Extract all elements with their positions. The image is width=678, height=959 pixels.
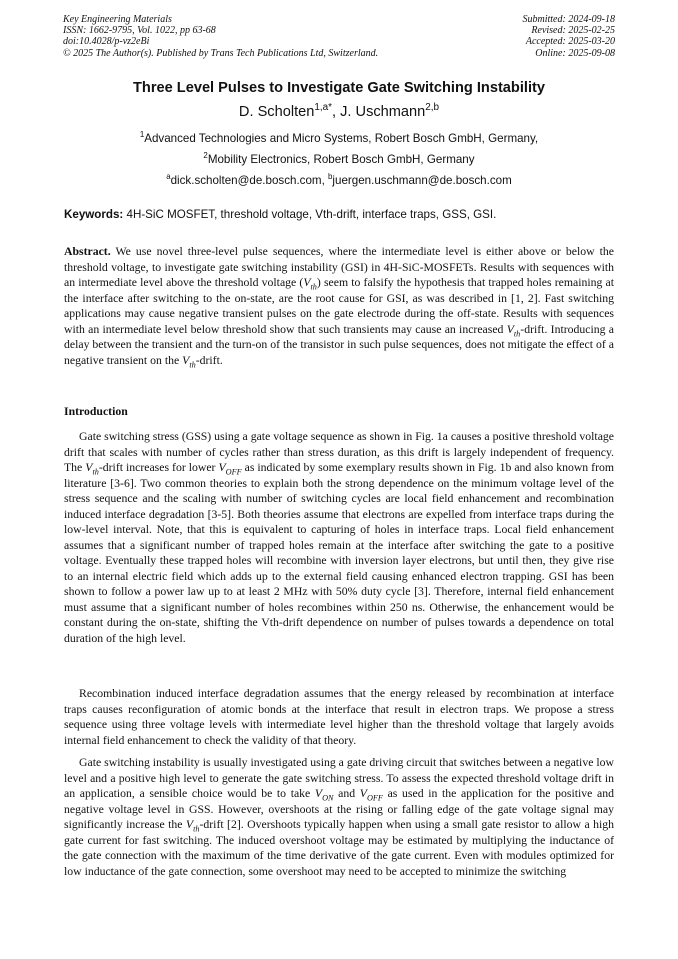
publication-dates [415, 14, 615, 59]
accepted-date: Accepted: 2025-03-20 [525, 36, 615, 48]
author-list [40, 104, 638, 120]
abstract-text-2: ) seem to falsify the hypothesis that trapped holes remaining at the interface after switching to the on-state, are the root cause for GSI, as was described in [1, 2]. Fast switching applications may cause negative transient pulses on the gate electrode during the off-state. Results with sequences with an intermediate level below threshold show that such transients may cause an increased [64, 276, 614, 336]
affiliation-2 [40, 153, 638, 166]
voff-sub: OFF [225, 467, 242, 477]
von-sub: ON [322, 793, 334, 803]
vth-v: V [303, 276, 311, 289]
intro-paragraph-1 [64, 429, 614, 646]
email-b-marker: b [328, 172, 333, 182]
abstract-paragraph [64, 244, 614, 368]
keywords [64, 208, 614, 221]
author-1-marker: 1,a* [314, 102, 333, 114]
abstract [64, 244, 614, 368]
para3-text-2: and [333, 787, 360, 800]
voff-symbol [218, 461, 242, 477]
vth-sub: th [513, 328, 521, 338]
vth-v: V [85, 461, 93, 474]
para1-text-3: as indicated by some exemplary results shown in Fig. 1b and also known from literature [3-6]. Two common theories to explain both the strong dependence on the minimum voltage level of the stress sequence and the scaling with number of switching cycles are local field enhancement and recombination induced interface degradation [3-5]. Both theories assume that electrons are expelled from interface traps during the low-level interval. Note, that this is equivalent to capturing of holes in interface traps. Local field enhancement assumes that a significant number of trapped holes remain at the interface after switching the gate to a positive voltage. Eventually these trapped holes will recombine with inversion layer electrons, but until then, they give rise to an internal electric field which adds up to the external field causing enhanced electron trapping. GSI has been shown to follow a power law up to at least 2 MHz with 50% duty cycle [3]. Therefore, internal field enhancement must assume that a significant number of holes recombines within 250 ns. Otherwise, the enhancement would be constant during the on-state, shifting the Vth-drift dependence on number of pulses towards a dependence on total duration of the high level. [64, 461, 615, 645]
journal-info [63, 14, 443, 59]
voff-sub: OFF [366, 793, 383, 803]
submitted-date: Submitted: 2024-09-18 [522, 14, 615, 25]
online-date: Online: 2025-09-08 [535, 47, 615, 59]
vth-sub: th [310, 282, 317, 292]
von-symbol [314, 787, 334, 803]
author-separator: , [332, 104, 341, 120]
journal-name: Key Engineering Materials [63, 14, 172, 25]
abstract-text-3: -drift. Introducing a delay between the transient and the turn-on of the transistor in such pulse sequences, does not mitigate the effect of a negative transient on the [64, 322, 614, 367]
email-a-marker: a [166, 172, 171, 182]
vth-v: V [185, 818, 194, 831]
vth-symbol [185, 818, 200, 834]
affiliation-1-marker: 1 [139, 130, 145, 140]
para3-text-1: Gate switching instability is usually investigated using a gate driving circuit that switches between a negative low level and a positive high level to generate the gate switching stress. To assess the expected threshold voltage drift in an application, a sensible choice would be to take [64, 756, 614, 800]
vth-symbol [303, 276, 317, 292]
paper-title: Three Level Pulses to Investigate Gate Switching Instability [133, 80, 545, 96]
doi: doi:10.4028/p-vz2eBi [63, 36, 150, 48]
vth-symbol [182, 354, 196, 367]
abstract-text-4: -drift. [195, 353, 223, 367]
affiliation-1-text: Advanced Technologies and Micro Systems, Robert Bosch GmbH, Germany, [144, 132, 539, 145]
affiliation-1 [40, 132, 638, 145]
affiliation-2-marker: 2 [203, 151, 208, 161]
para1-text-1: Gate switching stress (GSS) using a gate voltage sequence as shown in Fig. 1a causes a positive threshold voltage drift that scales with number of cycles rather than stress duration, as this drift is largely independent of frequency. The [64, 430, 614, 474]
affiliation-2-text: Mobility Electronics, Robert Bosch GmbH, Germany [207, 153, 475, 166]
author-2: J. Uschmann [340, 104, 426, 120]
abstract-label: Abstract. [64, 245, 111, 258]
author-1: D. Scholten [238, 104, 315, 120]
issn: ISSN: 1662-9795, Vol. 1022, pp 63-68 [63, 25, 216, 37]
author-emails [40, 174, 638, 187]
paragraph [64, 755, 614, 879]
vth-sub: th [189, 359, 196, 369]
vth-v: V [182, 353, 190, 367]
voff-v: V [359, 787, 367, 800]
voff-v: V [218, 461, 226, 474]
vth-sub: th [92, 467, 99, 477]
von-v: V [314, 787, 323, 800]
abstract-text-1: We use novel three-level pulse sequences, where the intermediate level is either above or below the threshold voltage, to investigate gate switching instability (GSI) in 4H-SiC-MOSFETs. Results with sequences with an intermediate level above the threshold voltage ( [64, 245, 614, 289]
vth-sub: th [193, 824, 200, 834]
keywords-text: 4H-SiC MOSFET, threshold voltage, Vth-drift, interface traps, GSS, GSI. [123, 208, 497, 221]
author-2-marker: 2,b [425, 102, 440, 114]
vth-symbol [507, 323, 521, 336]
vth-symbol [85, 461, 99, 477]
para3-text-4: -drift [2]. Overshoots typically happen when using a small gate resistor to allow a high gate current for fast switching. The induced overshoot voltage may be estimated by multiplying the inductance of the gate connection with the maximum of the time derivative of the gate current. Even with modules optimized for low inductance of the gate connection, some overshoot may need to be accepted to minimize the switching [64, 818, 614, 878]
keywords-label: Keywords: [64, 208, 124, 221]
para1-text-2: -drift increases for lower [98, 461, 219, 474]
voff-symbol [359, 787, 383, 803]
email-a[interactable]: dick.scholten@de.bosch.com, [170, 174, 329, 187]
intro-paragraph-3 [64, 755, 614, 879]
copyright: © 2025 The Author(s). Published by Trans Tech Publications Ltd, Switzerland. [63, 47, 379, 59]
paragraph [64, 429, 614, 646]
section-heading-introduction: Introduction [64, 405, 128, 418]
intro-paragraph-2 [64, 686, 614, 748]
para3-text-3: as used in the application for the positive and negative voltage level in GSS. However, overshoots at the rising or falling edge of the gate voltage signal may significantly increase the [64, 787, 614, 831]
paragraph: Recombination induced interface degradation assumes that the energy released by recombination at interface traps causes reconfiguration of atomic bonds at the interface that result in electron traps. We propose a stress sequence using three voltage levels with intermediate level higher than the threshold voltage that largely avoids internal field enhancement to check the validity of that theory. [64, 687, 614, 747]
revised-date: Revised: 2025-02-25 [531, 25, 615, 37]
email-b[interactable]: juergen.uschmann@de.bosch.com [332, 174, 512, 187]
vth-v: V [506, 322, 514, 336]
